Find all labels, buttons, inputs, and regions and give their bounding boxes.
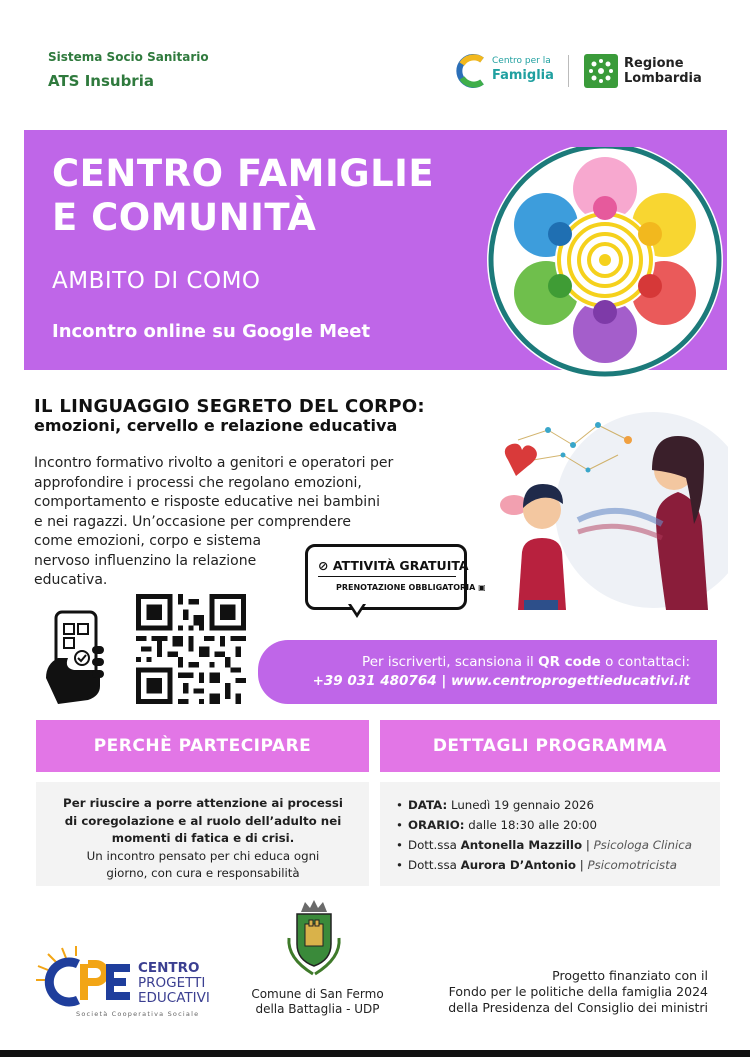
detail-date-label: DATA: bbox=[408, 798, 448, 812]
bullet-icon: • bbox=[396, 838, 403, 852]
family-logo-icon bbox=[456, 52, 490, 90]
detail-speaker-1: • Dott.ssa Antonella Mazzillo | Psicologa Clinica bbox=[396, 835, 692, 855]
comune-crest-icon bbox=[283, 898, 345, 978]
detail-date-value: Lunedì 19 gennaio 2026 bbox=[450, 798, 595, 812]
header-divider bbox=[568, 55, 569, 87]
meeting-info: Incontro online su Google Meet bbox=[52, 321, 371, 342]
bullet-icon: • bbox=[396, 858, 403, 872]
badge-tail-inner bbox=[351, 604, 363, 613]
description-line: nervoso influenzino la relazione bbox=[34, 552, 257, 569]
event-subtitle: emozioni, cervello e relazione educativa bbox=[34, 416, 398, 435]
page-title-line1: CENTRO FAMIGLIE bbox=[52, 152, 435, 195]
detail-date bbox=[396, 795, 692, 815]
speaker-role: Psicomotricista bbox=[587, 858, 677, 872]
comune-line2: della Battaglia - UDP bbox=[255, 1002, 380, 1016]
speaker-title: Dott.ssa bbox=[408, 838, 457, 852]
cpf-logo-line2: Famiglia bbox=[492, 68, 554, 83]
qr-code-label: QR code bbox=[538, 654, 601, 670]
detail-time-label: ORARIO: bbox=[408, 818, 465, 832]
speaker-role: Psicologa Clinica bbox=[593, 838, 693, 852]
why-bold-line: di coregolazione e al ruolo dell’adulto nei bbox=[64, 813, 342, 828]
bullet-icon: • bbox=[396, 818, 403, 832]
description-line: educativa. bbox=[34, 572, 108, 588]
cpe-name-line3: EDUCATIVI bbox=[138, 990, 210, 1006]
bullet-icon: • bbox=[396, 798, 403, 812]
funding-note bbox=[412, 968, 708, 1016]
check-circle-icon: ⊘ bbox=[318, 558, 333, 573]
comune-name bbox=[240, 987, 395, 1017]
comune-line1: Comune di San Fermo bbox=[251, 987, 384, 1001]
badge-booking-text: PRENOTAZIONE OBBLIGATORIA bbox=[336, 583, 476, 592]
badge-free-text: ATTIVITÀ GRATUITA bbox=[332, 558, 469, 573]
phone-scan-icon bbox=[44, 608, 106, 704]
funding-line: della Presidenza del Consiglio dei ministri bbox=[448, 1000, 708, 1015]
page-title-line2: E COMUNITÀ bbox=[52, 196, 317, 239]
cpe-logo-icon bbox=[34, 944, 134, 1020]
cpe-tagline: Società Cooperativa Sociale bbox=[76, 1010, 200, 1018]
ats-org-line: Sistema Socio Sanitario bbox=[48, 50, 209, 64]
badge-booking-label bbox=[336, 583, 486, 592]
contact-bar bbox=[258, 640, 717, 704]
description-line: Incontro formativo rivolto a genitori e operatori per bbox=[34, 455, 394, 471]
contact-prefix: Per iscriverti, scansiona il bbox=[362, 654, 534, 670]
ats-name: ATS Insubria bbox=[48, 72, 154, 90]
why-bold-line: Per riuscire a porre attenzione ai processi bbox=[63, 796, 343, 810]
why-bold-line: momenti di fatica e di crisi. bbox=[111, 831, 295, 845]
detail-speaker-2: • Dott.ssa Aurora D’Antonio | Psicomotricista bbox=[396, 855, 692, 875]
regione-lombardia-logo bbox=[584, 54, 618, 88]
detail-time-value: dalle 18:30 alle 20:00 bbox=[468, 818, 598, 832]
speaker-title: Dott.ssa bbox=[408, 858, 457, 872]
event-title: IL LINGUAGGIO SEGRETO DEL CORPO: bbox=[34, 396, 425, 417]
detail-time bbox=[396, 815, 692, 835]
contact-instruction bbox=[272, 654, 690, 670]
cpe-name-line1: CENTRO bbox=[138, 960, 200, 976]
regione-logo-line2: Lombardia bbox=[624, 71, 702, 86]
why-text bbox=[48, 795, 358, 883]
details-list bbox=[396, 795, 692, 875]
rose-camuna-icon bbox=[584, 54, 618, 88]
badge-divider bbox=[318, 576, 456, 577]
description-line: e nei ragazzi. Un’occasione per comprendere bbox=[34, 513, 351, 530]
regione-logo-line1: Regione bbox=[624, 56, 684, 71]
calendar-icon: ▣ bbox=[478, 583, 486, 592]
description-line: comportamento e risposte educative nei bambini bbox=[34, 494, 380, 510]
badge-free-label bbox=[318, 558, 469, 573]
cpf-logo-line1: Centro per la bbox=[492, 56, 551, 66]
funding-line: Progetto finanziato con il bbox=[552, 968, 708, 983]
contact-details-link[interactable]: +39 031 480764 | www.centroprogettieducativi.it bbox=[312, 673, 690, 689]
why-line: Un incontro pensato per chi educa ogni bbox=[86, 848, 320, 863]
why-header: PERCHÈ PARTECIPARE bbox=[36, 720, 369, 772]
description-line: come emozioni, corpo e sistema bbox=[34, 533, 262, 549]
contact-suffix: o contattaci: bbox=[605, 654, 690, 670]
details-header: DETTAGLI PROGRAMMA bbox=[380, 720, 720, 772]
speaker-name: Antonella Mazzillo bbox=[460, 838, 583, 852]
flower-emblem-icon bbox=[480, 147, 730, 377]
bottom-border bbox=[0, 1050, 750, 1057]
speaker-name: Aurora D’Antonio bbox=[460, 858, 577, 872]
registration-qr-code[interactable] bbox=[136, 594, 246, 704]
free-activity-badge bbox=[305, 544, 467, 610]
cpe-name-line2: PROGETTI bbox=[138, 975, 206, 991]
ambito-subtitle: AMBITO DI COMO bbox=[52, 268, 261, 294]
why-line: giorno, con cura e responsabilità bbox=[106, 866, 300, 880]
centro-per-la-famiglia-logo bbox=[456, 52, 556, 90]
funding-line: Fondo per le politiche della famiglia 2024 bbox=[448, 984, 708, 999]
description-line: approfondire i processi che regolano emozioni, bbox=[34, 474, 362, 491]
mother-child-illustration bbox=[478, 400, 728, 610]
